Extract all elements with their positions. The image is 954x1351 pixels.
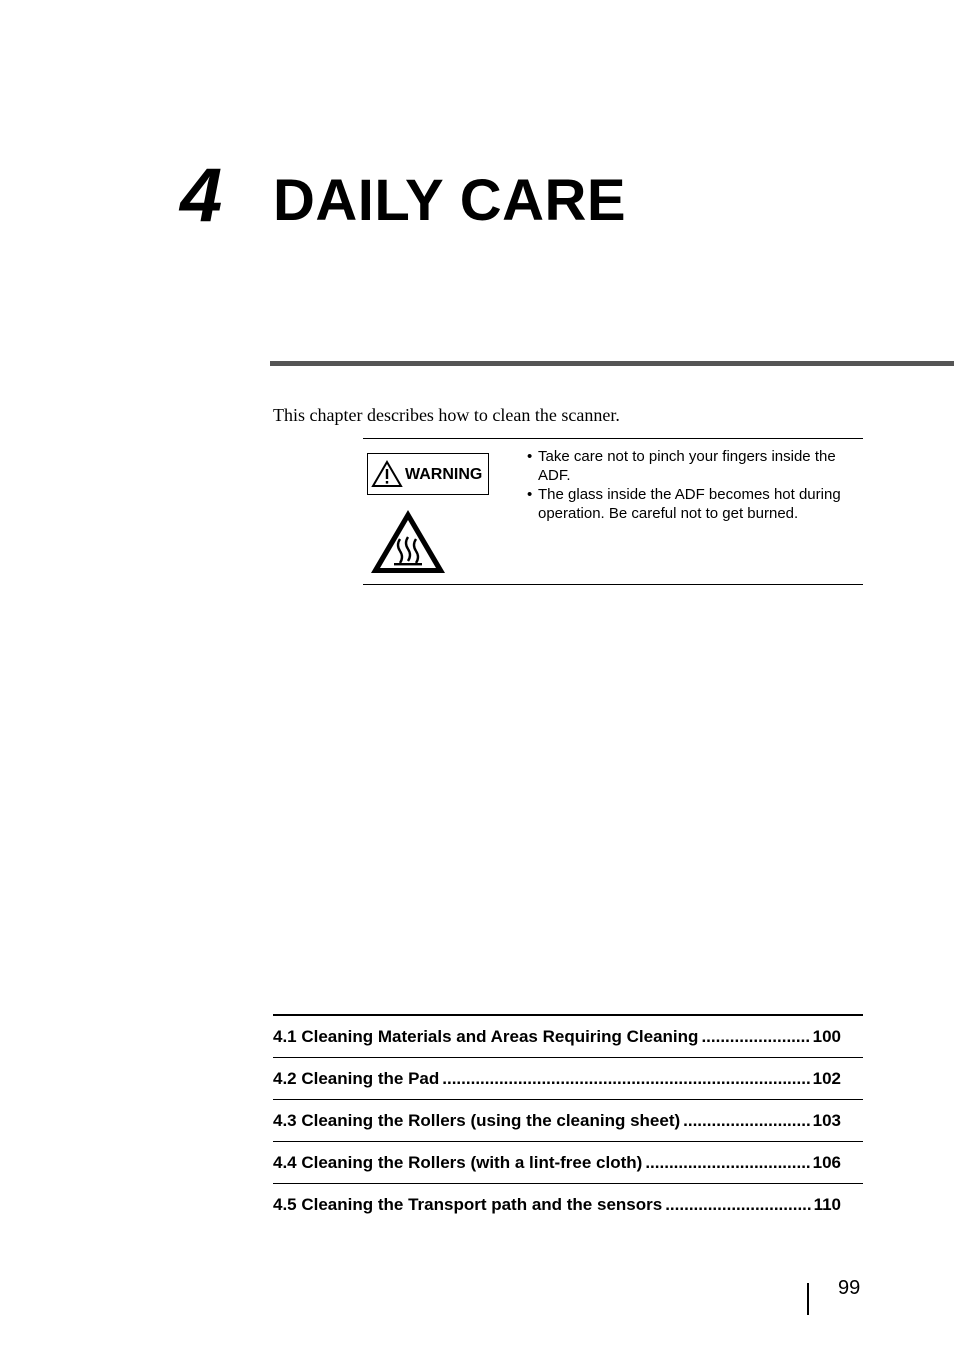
warning-item-text: The glass inside the ADF becomes hot during operation. Be careful not to get burned.: [538, 486, 841, 522]
toc-entry-page[interactable]: 100: [812, 1026, 841, 1046]
table-of-contents: [273, 1014, 863, 1225]
hot-surface-icon: [368, 507, 448, 577]
toc-entry-title[interactable]: 4.5 Cleaning the Transport path and the sensors: [273, 1194, 663, 1214]
chapter-title: DAILY CARE: [273, 168, 627, 233]
toc-entry-page[interactable]: 106: [812, 1152, 841, 1172]
warning-list: [527, 447, 863, 523]
toc-entry-4-3[interactable]: [273, 1100, 863, 1142]
toc-entry-4-5[interactable]: [273, 1184, 863, 1225]
warning-item: [527, 485, 863, 523]
toc-leader-dots: [683, 1111, 809, 1131]
warning-item-text: Take care not to pinch your fingers inside the ADF.: [538, 448, 836, 484]
bullet-icon: •: [527, 486, 533, 503]
chapter-intro: This chapter describes how to clean the scanner.: [273, 405, 620, 425]
warning-item: [527, 447, 863, 485]
toc-entry-page[interactable]: 102: [812, 1068, 841, 1088]
toc-entry-title[interactable]: 4.3 Cleaning the Rollers (using the cleaning sheet): [273, 1110, 681, 1130]
toc-entry-4-2[interactable]: [273, 1058, 863, 1100]
toc-entry-4-4[interactable]: [273, 1142, 863, 1184]
toc-leader-dots: [442, 1069, 809, 1089]
toc-entry-page[interactable]: 103: [812, 1110, 841, 1130]
toc-leader-dots: [665, 1195, 810, 1215]
toc-leader-dots: [645, 1153, 809, 1173]
warning-triangle-icon: [371, 460, 403, 488]
chapter-number: 4: [180, 153, 223, 238]
toc-leader-dots: [701, 1027, 809, 1047]
title-rule: [270, 361, 954, 366]
page-number-divider: [807, 1283, 809, 1315]
warning-label: [367, 453, 489, 495]
toc-entry-title[interactable]: 4.4 Cleaning the Rollers (with a lint-free cloth): [273, 1152, 643, 1172]
toc-entry-page[interactable]: 110: [813, 1194, 841, 1214]
toc-entry-4-1[interactable]: [273, 1016, 863, 1058]
toc-entry-title[interactable]: 4.2 Cleaning the Pad: [273, 1068, 440, 1088]
warning-label-text: WARNING: [405, 466, 483, 483]
toc-entry-title[interactable]: 4.1 Cleaning Materials and Areas Requiring Cleaning: [273, 1026, 699, 1046]
page-number: 99: [838, 1277, 861, 1299]
bullet-icon: •: [527, 448, 533, 465]
warning-box: [363, 438, 863, 585]
